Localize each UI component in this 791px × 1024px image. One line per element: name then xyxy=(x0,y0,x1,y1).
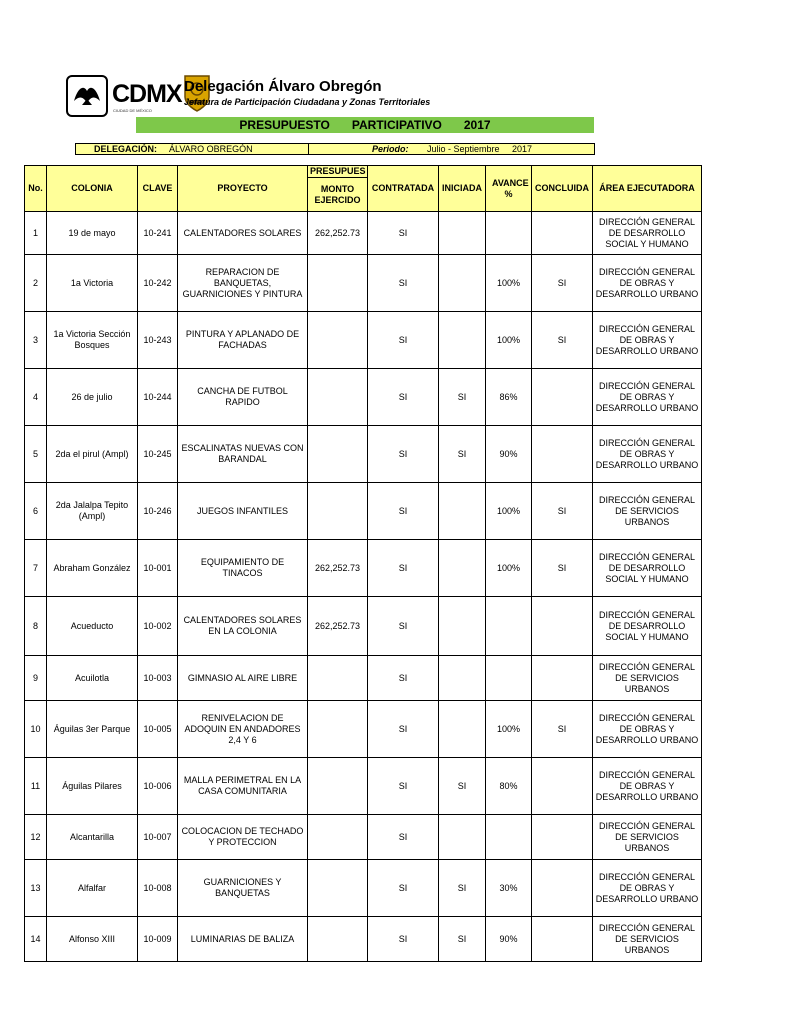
row-number: 8 xyxy=(25,597,47,656)
monto-cell xyxy=(308,758,368,815)
header-avance: AVANCE % xyxy=(486,166,532,212)
proyecto-cell: GUARNICIONES Y BANQUETAS xyxy=(178,860,308,917)
proyecto-cell: GIMNASIO AL AIRE LIBRE xyxy=(178,656,308,701)
clave-cell: 10-005 xyxy=(138,701,178,758)
banner-participativo: PARTICIPATIVO xyxy=(351,118,442,132)
header-clave: CLAVE xyxy=(138,166,178,212)
colonia-cell: Acueducto xyxy=(47,597,138,656)
concluida-cell xyxy=(532,656,593,701)
monto-cell xyxy=(308,917,368,962)
area-cell: DIRECCIÓN GENERAL DE DESARROLLO SOCIAL Y HUMANO xyxy=(593,597,702,656)
row-number: 7 xyxy=(25,540,47,597)
area-cell: DIRECCIÓN GENERAL DE OBRAS Y DESARROLLO URBANO xyxy=(593,369,702,426)
concluida-cell xyxy=(532,597,593,656)
concluida-cell xyxy=(532,860,593,917)
iniciada-cell: SI xyxy=(439,860,486,917)
table-row xyxy=(25,597,702,656)
header-concluida: CONCLUIDA xyxy=(532,166,593,212)
delegacion-value: ÁLVARO OBREGÓN xyxy=(169,144,253,154)
table-row xyxy=(25,540,702,597)
row-number: 13 xyxy=(25,860,47,917)
area-cell: DIRECCIÓN GENERAL DE OBRAS Y DESARROLLO URBANO xyxy=(593,860,702,917)
header-contratada: CONTRATADA xyxy=(368,166,439,212)
contratada-cell: SI xyxy=(368,483,439,540)
avance-cell: 100% xyxy=(486,540,532,597)
avance-cell: 80% xyxy=(486,758,532,815)
row-number: 10 xyxy=(25,701,47,758)
header-proyecto: PROYECTO xyxy=(178,166,308,212)
colonia-cell: Alfonso XIII xyxy=(47,917,138,962)
delegation-title: Delegación Álvaro Obregón xyxy=(184,78,382,95)
iniciada-cell xyxy=(439,815,486,860)
row-number: 6 xyxy=(25,483,47,540)
avance-cell xyxy=(486,212,532,255)
clave-cell: 10-007 xyxy=(138,815,178,860)
header-iniciada: INICIADA xyxy=(439,166,486,212)
colonia-cell: 26 de julio xyxy=(47,369,138,426)
monto-cell xyxy=(308,815,368,860)
contratada-cell: SI xyxy=(368,860,439,917)
row-number: 3 xyxy=(25,312,47,369)
avance-cell: 100% xyxy=(486,255,532,312)
eagle-emblem-icon xyxy=(66,75,108,117)
delegacion-label: DELEGACIÓN: xyxy=(94,144,157,154)
avance-cell xyxy=(486,815,532,860)
table-row xyxy=(25,815,702,860)
row-number: 1 xyxy=(25,212,47,255)
periodo-year: 2017 xyxy=(512,144,533,154)
table-row xyxy=(25,369,702,426)
info-divider xyxy=(308,144,309,154)
iniciada-cell xyxy=(439,483,486,540)
proyecto-cell: EQUIPAMIENTO DE TINACOS xyxy=(178,540,308,597)
concluida-cell xyxy=(532,212,593,255)
proyecto-cell: CALENTADORES SOLARES EN LA COLONIA xyxy=(178,597,308,656)
iniciada-cell xyxy=(439,540,486,597)
colonia-cell: 1a Victoria xyxy=(47,255,138,312)
budget-table xyxy=(24,165,702,962)
clave-cell: 10-001 xyxy=(138,540,178,597)
iniciada-cell: SI xyxy=(439,426,486,483)
avance-cell: 30% xyxy=(486,860,532,917)
table-row xyxy=(25,701,702,758)
contratada-cell: SI xyxy=(368,212,439,255)
iniciada-cell: SI xyxy=(439,917,486,962)
contratada-cell: SI xyxy=(368,758,439,815)
header-area: ÁREA EJECUTADORA xyxy=(593,166,702,212)
table-row xyxy=(25,212,702,255)
monto-cell: 262,252.73 xyxy=(308,212,368,255)
monto-cell xyxy=(308,483,368,540)
row-number: 9 xyxy=(25,656,47,701)
area-cell: DIRECCIÓN GENERAL DE OBRAS Y DESARROLLO URBANO xyxy=(593,426,702,483)
colonia-cell: Águilas Pilares xyxy=(47,758,138,815)
table-row xyxy=(25,860,702,917)
avance-cell xyxy=(486,656,532,701)
concluida-cell xyxy=(532,426,593,483)
area-cell: DIRECCIÓN GENERAL DE DESARROLLO SOCIAL Y HUMANO xyxy=(593,540,702,597)
iniciada-cell xyxy=(439,656,486,701)
proyecto-cell: MALLA PERIMETRAL EN LA CASA COMUNITARIA xyxy=(178,758,308,815)
concluida-cell xyxy=(532,917,593,962)
colonia-cell: 2da Jalalpa Tepito (Ampl) xyxy=(47,483,138,540)
area-cell: DIRECCIÓN GENERAL DE SERVICIOS URBANOS xyxy=(593,483,702,540)
concluida-cell: SI xyxy=(532,540,593,597)
avance-cell: 100% xyxy=(486,701,532,758)
colonia-cell: 2da el pirul (Ampl) xyxy=(47,426,138,483)
monto-cell xyxy=(308,426,368,483)
table-row xyxy=(25,483,702,540)
table-row xyxy=(25,255,702,312)
avance-cell: 100% xyxy=(486,483,532,540)
contratada-cell: SI xyxy=(368,255,439,312)
monto-cell xyxy=(308,701,368,758)
area-cell: DIRECCIÓN GENERAL DE OBRAS Y DESARROLLO URBANO xyxy=(593,312,702,369)
iniciada-cell xyxy=(439,255,486,312)
table-row xyxy=(25,758,702,815)
iniciada-cell xyxy=(439,312,486,369)
monto-cell xyxy=(308,369,368,426)
monto-cell: 262,252.73 xyxy=(308,597,368,656)
colonia-cell: Alfalfar xyxy=(47,860,138,917)
periodo-value: Julio - Septiembre xyxy=(427,144,500,154)
iniciada-cell: SI xyxy=(439,758,486,815)
area-cell: DIRECCIÓN GENERAL DE SERVICIOS URBANOS xyxy=(593,917,702,962)
clave-cell: 10-006 xyxy=(138,758,178,815)
area-cell: DIRECCIÓN GENERAL DE OBRAS Y DESARROLLO URBANO xyxy=(593,701,702,758)
monto-cell xyxy=(308,312,368,369)
proyecto-cell: JUEGOS INFANTILES xyxy=(178,483,308,540)
concluida-cell: SI xyxy=(532,701,593,758)
colonia-cell: 19 de mayo xyxy=(47,212,138,255)
iniciada-cell: SI xyxy=(439,369,486,426)
area-cell: DIRECCIÓN GENERAL DE SERVICIOS URBANOS xyxy=(593,656,702,701)
row-number: 14 xyxy=(25,917,47,962)
iniciada-cell xyxy=(439,597,486,656)
clave-cell: 10-242 xyxy=(138,255,178,312)
header-colonia: COLONIA xyxy=(47,166,138,212)
concluida-cell: SI xyxy=(532,312,593,369)
concluida-cell xyxy=(532,815,593,860)
monto-cell xyxy=(308,860,368,917)
clave-cell: 10-244 xyxy=(138,369,178,426)
avance-cell xyxy=(486,597,532,656)
proyecto-cell: PINTURA Y APLANADO DE FACHADAS xyxy=(178,312,308,369)
contratada-cell: SI xyxy=(368,540,439,597)
row-number: 2 xyxy=(25,255,47,312)
concluida-cell xyxy=(532,758,593,815)
row-number: 5 xyxy=(25,426,47,483)
colonia-cell: Águilas 3er Parque xyxy=(47,701,138,758)
row-number: 4 xyxy=(25,369,47,426)
clave-cell: 10-243 xyxy=(138,312,178,369)
proyecto-cell: RENIVELACION DE ADOQUIN EN ANDADORES 2,4 Y 6 xyxy=(178,701,308,758)
table-row xyxy=(25,312,702,369)
area-cell: DIRECCIÓN GENERAL DE DESARROLLO SOCIAL Y HUMANO xyxy=(593,212,702,255)
table-row xyxy=(25,917,702,962)
proyecto-cell: COLOCACION DE TECHADO Y PROTECCION xyxy=(178,815,308,860)
proyecto-cell: ESCALINATAS NUEVAS CON BARANDAL xyxy=(178,426,308,483)
concluida-cell xyxy=(532,369,593,426)
info-bar xyxy=(75,143,595,155)
area-cell: DIRECCIÓN GENERAL DE OBRAS Y DESARROLLO URBANO xyxy=(593,758,702,815)
contratada-cell: SI xyxy=(368,656,439,701)
avance-cell: 100% xyxy=(486,312,532,369)
banner-presupuesto: PRESUPUESTO xyxy=(239,118,330,132)
document-banner xyxy=(136,117,594,133)
avance-cell: 90% xyxy=(486,917,532,962)
monto-cell: 262,252.73 xyxy=(308,540,368,597)
clave-cell: 10-241 xyxy=(138,212,178,255)
area-cell: DIRECCIÓN GENERAL DE OBRAS Y DESARROLLO URBANO xyxy=(593,255,702,312)
iniciada-cell xyxy=(439,701,486,758)
avance-cell: 86% xyxy=(486,369,532,426)
row-number: 11 xyxy=(25,758,47,815)
header-no: No. xyxy=(25,166,47,212)
proyecto-cell: CANCHA DE FUTBOL RAPIDO xyxy=(178,369,308,426)
avance-cell: 90% xyxy=(486,426,532,483)
eagle-emblem-icon xyxy=(70,79,104,113)
proyecto-cell: CALENTADORES SOLARES xyxy=(178,212,308,255)
contratada-cell: SI xyxy=(368,917,439,962)
table-body xyxy=(25,212,702,962)
clave-cell: 10-245 xyxy=(138,426,178,483)
clave-cell: 10-002 xyxy=(138,597,178,656)
row-number: 12 xyxy=(25,815,47,860)
contratada-cell: SI xyxy=(368,369,439,426)
concluida-cell: SI xyxy=(532,255,593,312)
cdmx-logo: CDMX xyxy=(112,80,182,108)
clave-cell: 10-008 xyxy=(138,860,178,917)
colonia-cell: Acuilotla xyxy=(47,656,138,701)
iniciada-cell xyxy=(439,212,486,255)
monto-cell xyxy=(308,255,368,312)
contratada-cell: SI xyxy=(368,815,439,860)
delegation-subtitle: Jefatura de Participación Ciudadana y Zonas Territoriales xyxy=(184,97,431,107)
clave-cell: 10-009 xyxy=(138,917,178,962)
colonia-cell: 1a Victoria Sección Bosques xyxy=(47,312,138,369)
cdmx-logo-subtitle: CIUDAD DE MÉXICO xyxy=(113,108,152,113)
contratada-cell: SI xyxy=(368,701,439,758)
concluida-cell: SI xyxy=(532,483,593,540)
monto-cell xyxy=(308,656,368,701)
periodo-label: Periodo: xyxy=(372,144,409,154)
banner-year: 2017 xyxy=(463,118,491,132)
table-row xyxy=(25,656,702,701)
area-cell: DIRECCIÓN GENERAL DE SERVICIOS URBANOS xyxy=(593,815,702,860)
contratada-cell: SI xyxy=(368,426,439,483)
header-presupuesto: PRESUPUES xyxy=(308,166,368,178)
table-row xyxy=(25,426,702,483)
clave-cell: 10-246 xyxy=(138,483,178,540)
colonia-cell: Abraham González xyxy=(47,540,138,597)
proyecto-cell: REPARACION DE BANQUETAS, GUARNICIONES Y PINTURA xyxy=(178,255,308,312)
proyecto-cell: LUMINARIAS DE BALIZA xyxy=(178,917,308,962)
header-monto: MONTO EJERCIDO xyxy=(308,178,368,212)
contratada-cell: SI xyxy=(368,597,439,656)
clave-cell: 10-003 xyxy=(138,656,178,701)
contratada-cell: SI xyxy=(368,312,439,369)
colonia-cell: Alcantarilla xyxy=(47,815,138,860)
